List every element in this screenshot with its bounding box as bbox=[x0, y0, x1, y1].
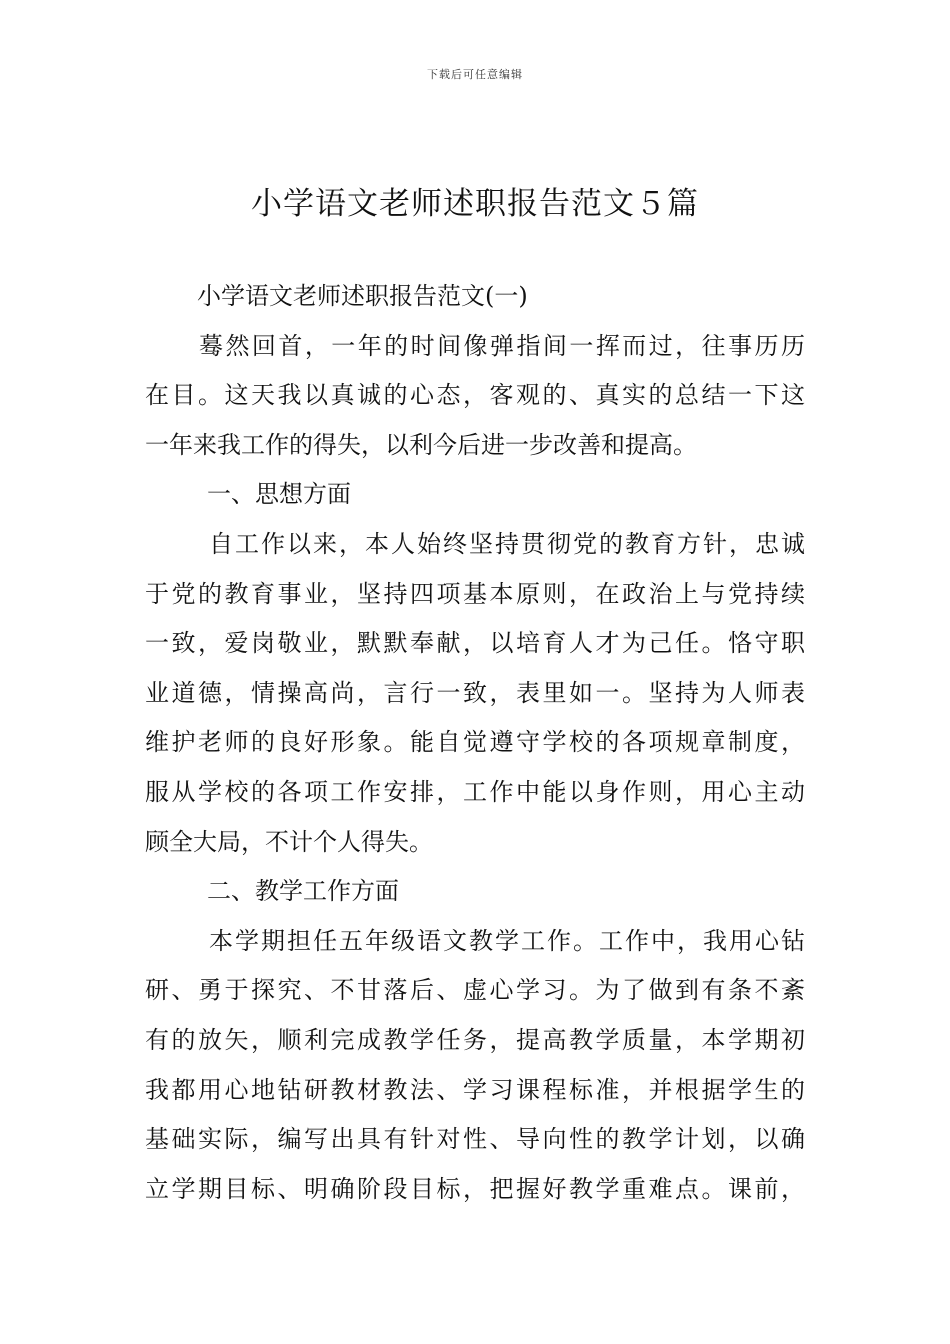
document-title: 小学语文老师述职报告范文５篇 bbox=[251, 186, 699, 222]
paragraph-line: 一致，爱岗敬业，默默奉献，以培育人才为己任。恪守职 bbox=[145, 629, 805, 658]
paragraph-line: 蓦然回首，一年的时间像弹指间一挥而过，往事历历 bbox=[199, 331, 805, 360]
paragraph-line: 在目。这天我以真诚的心态，客观的、真实的总结一下这 bbox=[145, 381, 805, 410]
paragraph-line: 业道德，情操高尚，言行一致，表里如一。坚持为人师表 bbox=[145, 678, 805, 707]
paragraph-line: 顾全大局，不计个人得失。 bbox=[145, 827, 433, 856]
section-heading: 一、思想方面 bbox=[207, 480, 351, 509]
paragraph-line: 立学期目标、明确阶段目标，把握好教学重难点。课前， bbox=[145, 1174, 805, 1203]
header-note: 下载后可任意编辑 bbox=[427, 68, 523, 81]
paragraph-line: 基础实际，编写出具有针对性、导向性的教学计划，以确 bbox=[145, 1125, 805, 1154]
document-body bbox=[145, 272, 805, 1214]
section-heading: 二、教学工作方面 bbox=[207, 877, 399, 906]
paragraph-line: 自工作以来，本人始终坚持贯彻党的教育方针，忠诚 bbox=[209, 529, 805, 558]
section-subtitle: 小学语文老师述职报告范文(一) bbox=[197, 282, 528, 310]
paragraph-line: 于党的教育事业，坚持四项基本原则，在政治上与党持续 bbox=[145, 579, 805, 608]
paragraph-line: 有的放矢，顺利完成教学任务，提高教学质量，本学期初 bbox=[145, 1025, 805, 1054]
paragraph-line: 服从学校的各项工作安排，工作中能以身作则，用心主动 bbox=[145, 777, 805, 806]
paragraph-line: 一年来我工作的得失，以利今后进一步改善和提高。 bbox=[145, 430, 697, 459]
paragraph-line: 研、勇于探究、不甘落后、虚心学习。为了做到有条不紊 bbox=[145, 976, 805, 1005]
paragraph-line: 维护老师的良好形象。能自觉遵守学校的各项规章制度， bbox=[145, 728, 805, 757]
paragraph-line: 本学期担任五年级语文教学工作。工作中，我用心钻 bbox=[209, 926, 805, 955]
paragraph-line: 我都用心地钻研教材教法、学习课程标准，并根据学生的 bbox=[145, 1075, 805, 1104]
